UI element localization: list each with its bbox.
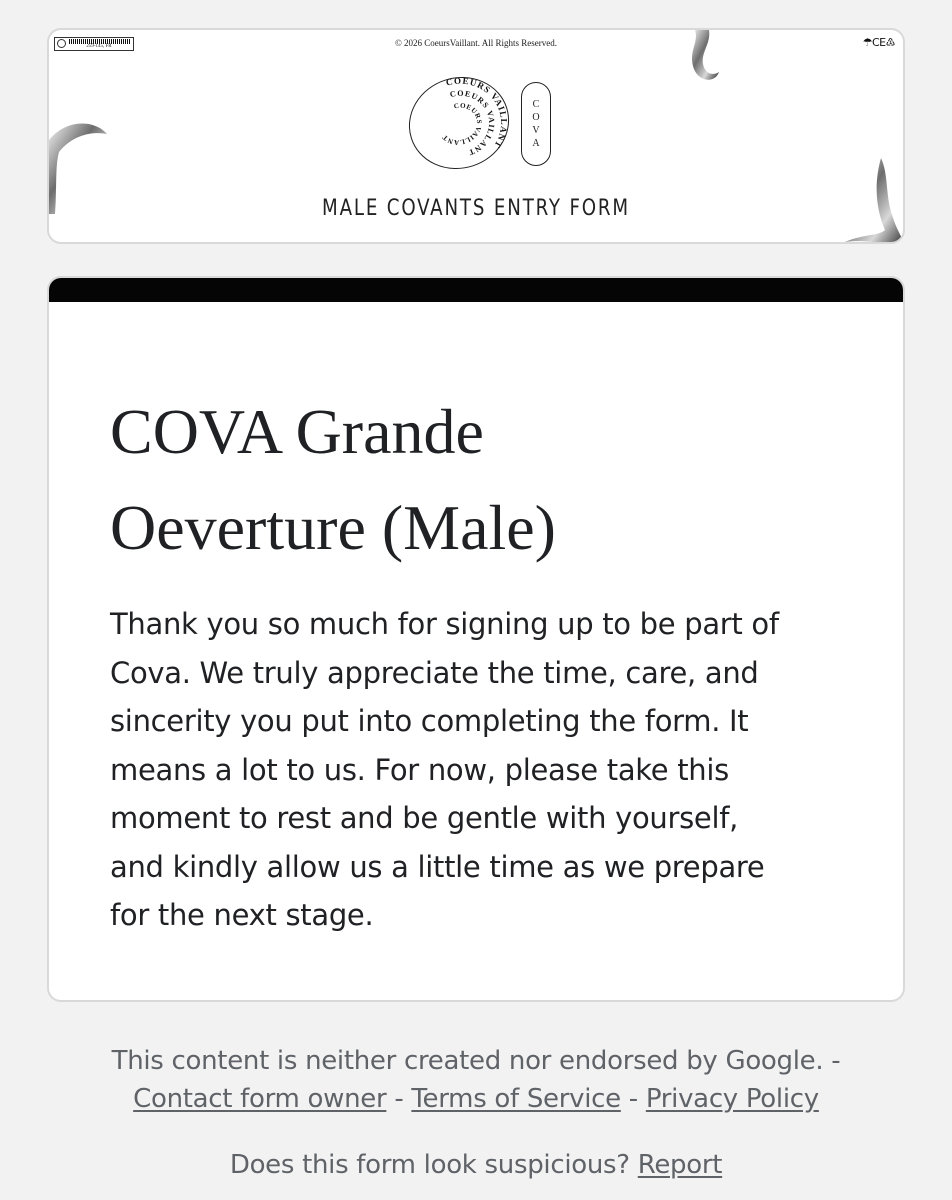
- suspicious-form-notice: [0, 1146, 952, 1184]
- form-heading: MALE COVANTS ENTRY FORM: [322, 196, 630, 221]
- message-line: sincerity you put into completing the form. It: [110, 704, 749, 738]
- svg-text:COEURS VAILLANT: COEURS VAILLANT: [449, 88, 497, 158]
- coeurs-vaillant-emblem: [405, 74, 513, 172]
- form-title: [110, 384, 810, 576]
- form-title-line: COVA Grande: [110, 396, 484, 467]
- certification-marks: ☂CE♳: [862, 36, 895, 49]
- suspicious-text: Does this form look suspicious?: [229, 1150, 630, 1180]
- footer-separator: -: [620, 1084, 646, 1114]
- footer-disclaimer: This content is neither created nor endorsed by Google. -: [111, 1046, 841, 1076]
- message-line: for the next stage.: [110, 898, 374, 932]
- message-line: Cova. We truly appreciate the time, care, and: [110, 655, 759, 690]
- barcode-text: 259-145, FR: [86, 44, 112, 49]
- form-title-line: Oeverture (Male): [110, 492, 556, 563]
- terms-of-service-link[interactable]: Terms of Service: [411, 1084, 621, 1114]
- privacy-policy-link[interactable]: Privacy Policy: [645, 1084, 819, 1114]
- card-accent-bar: [49, 278, 903, 302]
- confirmation-message: [110, 600, 870, 940]
- confirmation-card: [47, 276, 905, 1002]
- cova-letter: C: [532, 99, 540, 110]
- message-line: Thank you so much for signing up to be part of: [110, 607, 779, 641]
- footer-separator: -: [386, 1084, 412, 1114]
- message-line: moment to rest and be gentle with yourself,: [110, 801, 739, 835]
- chrome-swirl-top: [685, 30, 725, 86]
- message-line: means a lot to us. For now, please take this: [110, 752, 729, 787]
- svg-text:COEURS VAILLANT: COEURS VAILLANT: [440, 101, 484, 147]
- header-banner: [47, 28, 905, 244]
- report-link[interactable]: Report: [637, 1150, 723, 1180]
- cova-letter: V: [532, 125, 540, 136]
- message-line: and kindly allow us a little time as we prepare: [110, 849, 765, 884]
- footer: [0, 1042, 952, 1184]
- cova-letter: O: [532, 112, 540, 123]
- cova-letter: A: [532, 138, 540, 149]
- cova-logo-pill: [521, 82, 551, 166]
- contact-form-owner-link[interactable]: Contact form owner: [133, 1084, 387, 1114]
- footer-links: [0, 1080, 952, 1118]
- svg-text:COEURS VAILLANT: COEURS VAILLANT: [444, 75, 510, 151]
- copyright-text: © 2026 CoeursVaillant. All Rights Reserved.: [394, 38, 558, 48]
